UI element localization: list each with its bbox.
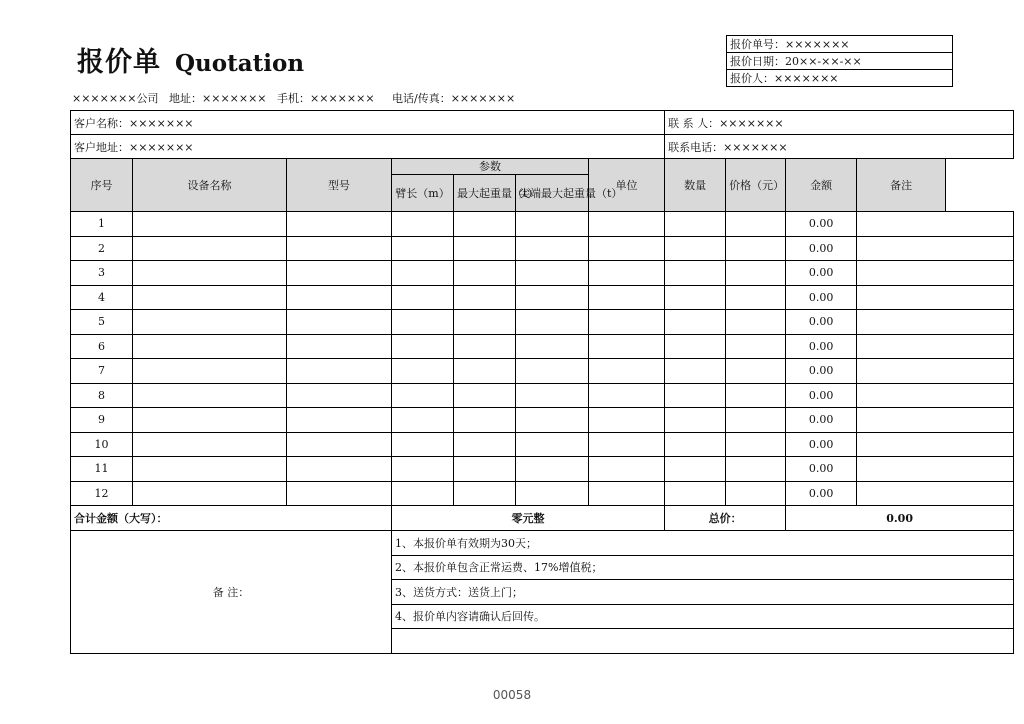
row-unit: [589, 408, 665, 433]
row-price: [726, 212, 786, 237]
row-unit: [589, 285, 665, 310]
row-equipment: [133, 408, 287, 433]
row-model: [287, 261, 392, 286]
row-unit: [589, 310, 665, 335]
row-amount: 0.00: [786, 383, 857, 408]
row-tip-load: [516, 457, 589, 482]
total-words-value: 零元整: [392, 506, 665, 531]
row-price: [726, 236, 786, 261]
row-max-load: [454, 383, 516, 408]
row-qty: [665, 359, 726, 384]
row-model: [287, 408, 392, 433]
col-params: 参数: [392, 159, 589, 175]
row-boom-length: [392, 261, 454, 286]
row-price: [726, 285, 786, 310]
row-unit: [589, 383, 665, 408]
col-remark: 备注: [857, 159, 946, 212]
row-unit: [589, 261, 665, 286]
total-price-label: 总价：: [665, 506, 786, 531]
row-model: [287, 310, 392, 335]
row-remark: [857, 481, 1014, 506]
table-row: [71, 359, 1014, 384]
row-seq: 3: [71, 261, 133, 286]
row-model: [287, 285, 392, 310]
row-model: [287, 334, 392, 359]
row-qty: [665, 457, 726, 482]
company-info-line: ×××××××公司 地址：××××××× 手机：××××××× 电话/传真：×××××××: [72, 92, 516, 105]
row-boom-length: [392, 285, 454, 310]
customer-row-1: [71, 111, 1014, 135]
row-remark: [857, 408, 1014, 433]
row-equipment: [133, 285, 287, 310]
row-amount: 0.00: [786, 261, 857, 286]
row-max-load: [454, 481, 516, 506]
col-amount: 金额: [786, 159, 857, 212]
customer-name: 客户名称：×××××××: [71, 111, 665, 135]
row-unit: [589, 334, 665, 359]
row-amount: 0.00: [786, 432, 857, 457]
row-seq: 10: [71, 432, 133, 457]
row-seq: 12: [71, 481, 133, 506]
table-row: [71, 408, 1014, 433]
table-row: [71, 432, 1014, 457]
row-price: [726, 359, 786, 384]
row-boom-length: [392, 212, 454, 237]
quoter: 报价人：×××××××: [727, 70, 953, 87]
total-price-value: 0.00: [786, 506, 1014, 531]
row-qty: [665, 261, 726, 286]
row-max-load: [454, 457, 516, 482]
item-rows: [71, 212, 1014, 506]
row-qty: [665, 212, 726, 237]
row-remark: [857, 285, 1014, 310]
row-seq: 5: [71, 310, 133, 335]
row-tip-load: [516, 432, 589, 457]
row-equipment: [133, 334, 287, 359]
row-seq: 9: [71, 408, 133, 433]
row-max-load: [454, 359, 516, 384]
row-seq: 6: [71, 334, 133, 359]
row-tip-load: [516, 285, 589, 310]
row-max-load: [454, 408, 516, 433]
quote-number: 报价单号：×××××××: [727, 36, 953, 53]
totals-row: [71, 506, 1014, 531]
table-row: [71, 310, 1014, 335]
row-amount: 0.00: [786, 408, 857, 433]
col-model: 型号: [287, 159, 392, 212]
row-boom-length: [392, 310, 454, 335]
row-remark: [857, 359, 1014, 384]
table-row: [71, 457, 1014, 482]
row-boom-length: [392, 359, 454, 384]
row-price: [726, 334, 786, 359]
table-row: [71, 236, 1014, 261]
row-max-load: [454, 310, 516, 335]
title-chinese: 报价单: [77, 47, 161, 78]
row-seq: 11: [71, 457, 133, 482]
row-boom-length: [392, 408, 454, 433]
row-tip-load: [516, 383, 589, 408]
row-remark: [857, 334, 1014, 359]
row-amount: 0.00: [786, 285, 857, 310]
note-item: 4、报价单内容请确认后回传。: [392, 604, 1014, 629]
row-max-load: [454, 261, 516, 286]
row-remark: [857, 310, 1014, 335]
row-equipment: [133, 310, 287, 335]
row-amount: 0.00: [786, 359, 857, 384]
table-row: [71, 481, 1014, 506]
row-amount: 0.00: [786, 310, 857, 335]
table-row: [71, 334, 1014, 359]
row-unit: [589, 432, 665, 457]
note-item: [392, 629, 1014, 654]
row-unit: [589, 212, 665, 237]
row-price: [726, 261, 786, 286]
row-price: [726, 481, 786, 506]
row-amount: 0.00: [786, 212, 857, 237]
table-row: [71, 383, 1014, 408]
row-seq: 1: [71, 212, 133, 237]
row-qty: [665, 383, 726, 408]
quote-info-box: [726, 35, 953, 87]
row-tip-load: [516, 334, 589, 359]
row-unit: [589, 359, 665, 384]
table-row: [71, 261, 1014, 286]
row-price: [726, 457, 786, 482]
col-equipment: 设备名称: [133, 159, 287, 212]
row-model: [287, 359, 392, 384]
row-model: [287, 432, 392, 457]
row-amount: 0.00: [786, 457, 857, 482]
row-boom-length: [392, 383, 454, 408]
row-tip-load: [516, 261, 589, 286]
col-max-load: 最大起重量（t）: [454, 175, 516, 212]
customer-row-2: [71, 135, 1014, 159]
row-max-load: [454, 432, 516, 457]
row-max-load: [454, 285, 516, 310]
note-item: 1、本报价单有效期为30天；: [392, 531, 1014, 556]
row-qty: [665, 432, 726, 457]
table-row: [71, 212, 1014, 237]
row-equipment: [133, 383, 287, 408]
row-qty: [665, 481, 726, 506]
row-qty: [665, 408, 726, 433]
row-unit: [589, 236, 665, 261]
row-equipment: [133, 359, 287, 384]
row-seq: 2: [71, 236, 133, 261]
row-remark: [857, 457, 1014, 482]
row-max-load: [454, 212, 516, 237]
row-amount: 0.00: [786, 481, 857, 506]
row-qty: [665, 334, 726, 359]
row-boom-length: [392, 457, 454, 482]
row-model: [287, 236, 392, 261]
col-price: 价格（元）: [726, 159, 786, 212]
customer-phone: 联系电话：×××××××: [665, 135, 1014, 159]
row-remark: [857, 261, 1014, 286]
row-tip-load: [516, 481, 589, 506]
col-seq: 序号: [71, 159, 133, 212]
row-boom-length: [392, 334, 454, 359]
row-equipment: [133, 261, 287, 286]
row-boom-length: [392, 432, 454, 457]
row-equipment: [133, 212, 287, 237]
notes-rows: [71, 531, 1014, 654]
row-equipment: [133, 236, 287, 261]
row-price: [726, 383, 786, 408]
row-remark: [857, 236, 1014, 261]
quote-date: 报价日期：20××-××-××: [727, 53, 953, 70]
row-tip-load: [516, 408, 589, 433]
customer-contact: 联 系 人：×××××××: [665, 111, 1014, 135]
row-price: [726, 432, 786, 457]
row-boom-length: [392, 481, 454, 506]
row-model: [287, 457, 392, 482]
row-qty: [665, 236, 726, 261]
col-tip-load: 尖端最大起重量（t）: [516, 175, 589, 212]
note-item: 2、本报价单包含正常运费、17%增值税；: [392, 555, 1014, 580]
row-price: [726, 408, 786, 433]
row-qty: [665, 310, 726, 335]
row-remark: [857, 432, 1014, 457]
row-model: [287, 481, 392, 506]
row-seq: 7: [71, 359, 133, 384]
row-tip-load: [516, 212, 589, 237]
row-tip-load: [516, 310, 589, 335]
row-model: [287, 383, 392, 408]
row-boom-length: [392, 236, 454, 261]
title-english: Quotation: [175, 50, 305, 77]
row-price: [726, 310, 786, 335]
customer-address: 客户地址：×××××××: [71, 135, 665, 159]
row-qty: [665, 285, 726, 310]
header-row-1: [71, 159, 1014, 175]
row-equipment: [133, 481, 287, 506]
row-remark: [857, 383, 1014, 408]
row-equipment: [133, 432, 287, 457]
row-amount: 0.00: [786, 334, 857, 359]
page-number: 00058: [492, 688, 532, 702]
row-tip-load: [516, 359, 589, 384]
quotation-table: [70, 110, 1014, 654]
notes-label: 备 注：: [71, 531, 392, 654]
row-equipment: [133, 457, 287, 482]
row-max-load: [454, 236, 516, 261]
table-row: [71, 285, 1014, 310]
col-qty: 数量: [665, 159, 726, 212]
row-remark: [857, 212, 1014, 237]
col-boom-length: 臂长（m）: [392, 175, 454, 212]
row-seq: 8: [71, 383, 133, 408]
row-seq: 4: [71, 285, 133, 310]
total-words-label: 合计金额（大写）：: [71, 506, 392, 531]
row-amount: 0.00: [786, 236, 857, 261]
row-unit: [589, 481, 665, 506]
row-unit: [589, 457, 665, 482]
row-tip-load: [516, 236, 589, 261]
note-row: [71, 531, 1014, 556]
document-title: [77, 40, 304, 79]
row-model: [287, 212, 392, 237]
note-item: 3、送货方式：送货上门；: [392, 580, 1014, 605]
col-unit: 单位: [589, 159, 665, 212]
row-max-load: [454, 334, 516, 359]
